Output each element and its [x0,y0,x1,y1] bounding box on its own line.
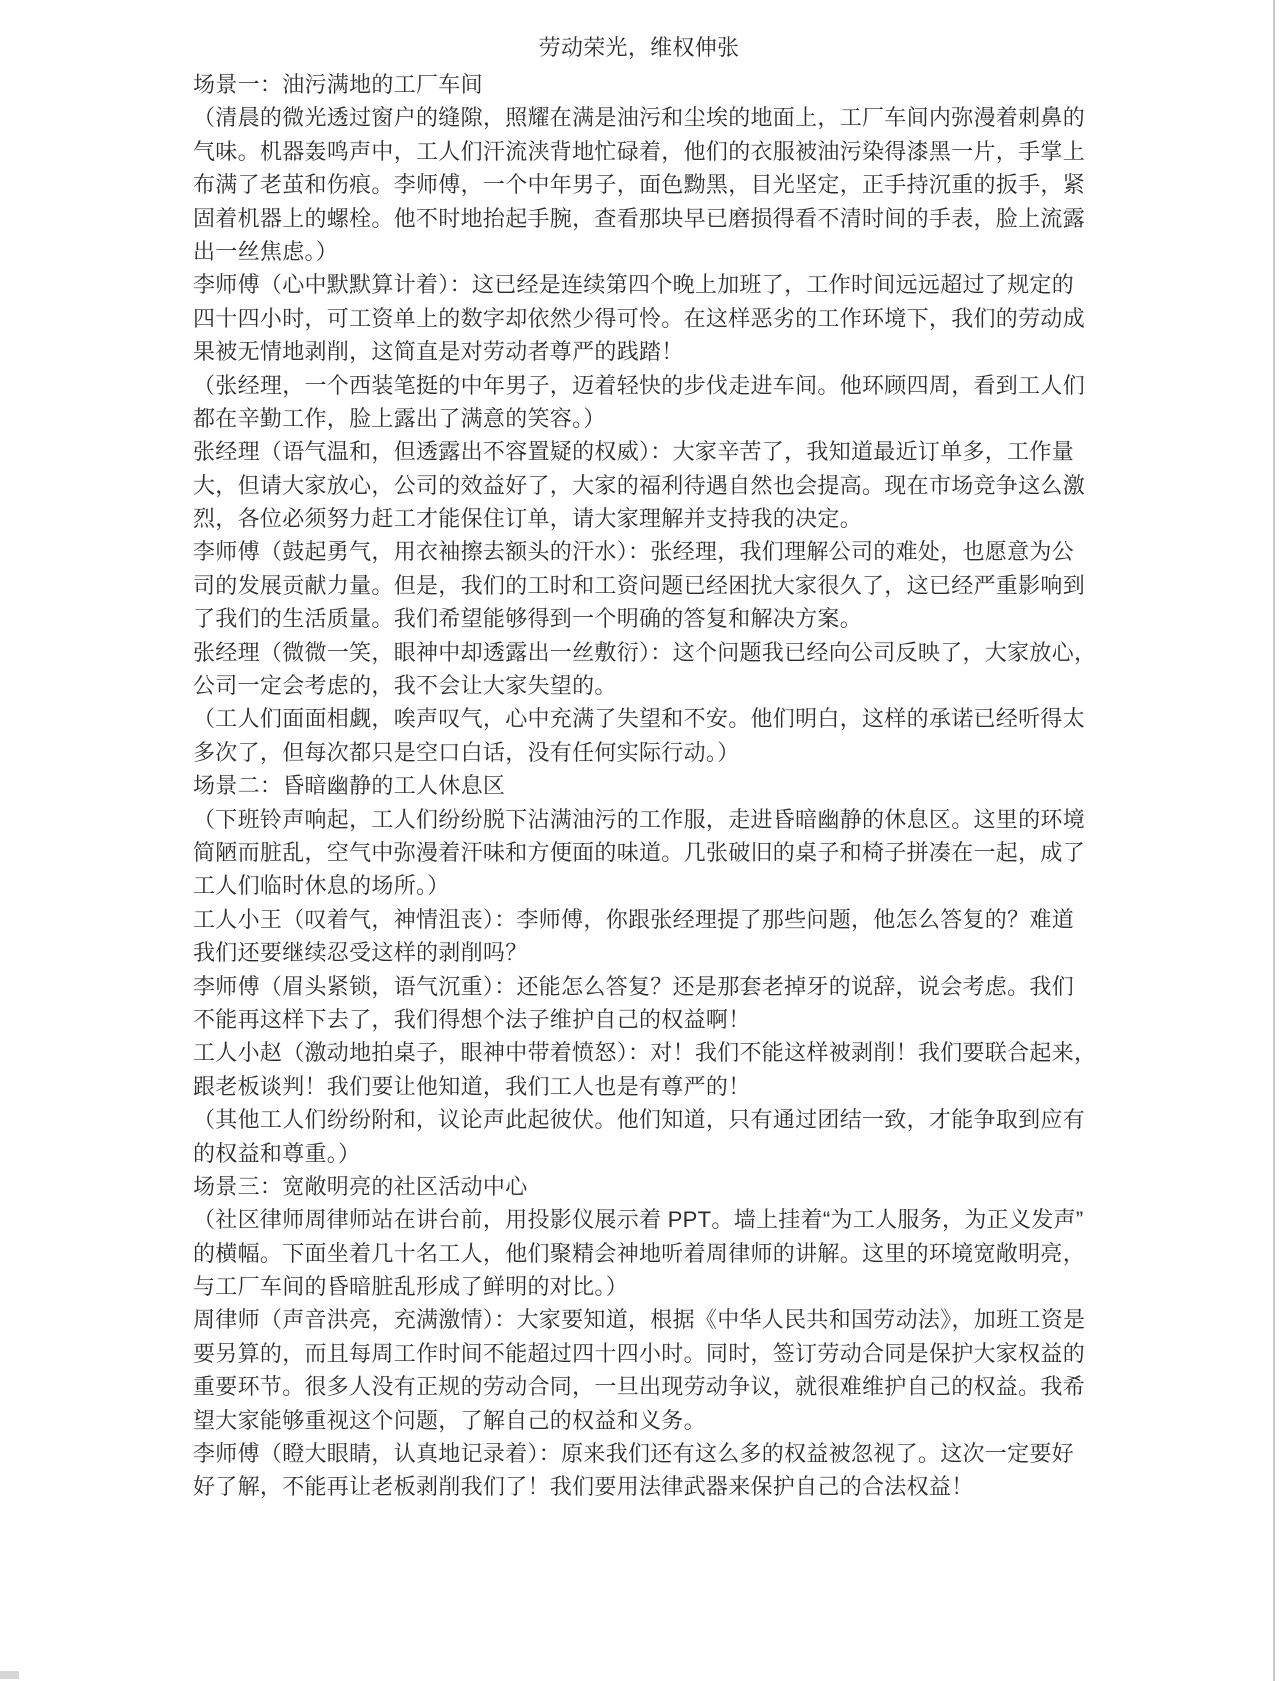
script-line: 工人们临时休息的场所。） [193,873,450,899]
script-line: 公司一定会考虑的，我不会让大家失望的。 [193,673,617,699]
script-line: 了我们的生活质量。我们希望能够得到一个明确的答复和解决方案。 [193,606,863,632]
script-line: 都在辛勤工作，脸上露出了满意的笑容。） [193,405,606,431]
script-line: 李师傅（鼓起勇气，用衣袖擦去额头的汗水）：张经理，我们理解公司的难处，也愿意为公 [193,539,1075,565]
script-line: 李师傅（眉头紧锁，语气沉重）：还能怎么答复？还是那套老掉牙的说辞，说会考虑。我们 [193,973,1075,999]
script-line: 周律师（声音洪亮，充满激情）：大家要知道，根据《中华人民共和国劳动法》，加班工资是 [193,1307,1086,1333]
script-line: 司的发展贡献力量。但是，我们的工时和工资问题已经困扰大家很久了，这已经严重影响到 [193,572,1086,598]
script-line: 的横幅。下面坐着几十名工人，他们聚精会神地听着周律师的讲解。这里的环境宽敞明亮， [193,1240,1086,1266]
script-line: 工人小赵（激动地拍桌子，眼神中带着愤怒）：对！我们不能这样被剥削！我们要联合起来， [193,1040,1097,1066]
script-line: 要另算的，而且每周工作时间不能超过四十四小时。同时，签订劳动合同是保护大家权益的 [193,1340,1086,1366]
script-body [193,68,1097,1504]
scan-artifact-mark [0,1671,19,1679]
script-line: 果被无情地剥削，这简直是对劳动者尊严的践踏！ [193,339,684,365]
script-line: 场景一：油污满地的工厂车间 [193,72,483,97]
script-line: 气味。机器轰鸣声中，工人们汗流浃背地忙碌着，他们的衣服被油污染得漆黑一片，手掌上 [193,138,1086,164]
script-line: 与工厂车间的昏暗脏乱形成了鲜明的对比。） [193,1274,629,1300]
script-line: 的权益和尊重。） [193,1140,361,1166]
script-line: 固着机器上的螺栓。他不时地抬起手腕，查看那块早已磨损得看不清时间的手表，脸上流露 [193,205,1086,231]
script-line: 李师傅（瞪大眼睛，认真地记录着）：原来我们还有这么多的权益被忽视了。这次一定要好 [193,1441,1075,1467]
script-line: 四十四小时，可工资单上的数字却依然少得可怜。在这样恶劣的工作环境下，我们的劳动成 [193,305,1086,331]
script-line: （张经理，一个西装笔挺的中年男子，迈着轻快的步伐走进车间。他环顾四周，看到工人们 [193,372,1086,398]
scan-edge-line [1273,0,1275,1681]
script-line: （下班铃声响起，工人们纷纷脱下沾满油污的工作服，走进昏暗幽静的休息区。这里的环境 [193,806,1086,832]
script-line: 我们还要继续忍受这样的剥削吗？ [193,940,528,966]
script-line: 张经理（微微一笑，眼神中却透露出一丝敷衍）：这个问题我已经向公司反映了，大家放心， [193,639,1097,665]
script-line: 不能再这样下去了，我们得想个法子维护自己的权益啊！ [193,1006,751,1032]
script-line: 张经理（语气温和，但透露出不容置疑的权威）：大家辛苦了，我知道最近订单多，工作量 [193,439,1075,465]
script-line: 跟老板谈判！我们要让他知道，我们工人也是有尊严的！ [193,1073,751,1099]
script-line: 多次了，但每次都只是空口白话，没有任何实际行动。） [193,739,740,765]
script-line: 出一丝焦虑。） [193,238,339,264]
script-line: 大，但请大家放心，公司的效益好了，大家的福利待遇自然也会提高。现在市场竞争这么激 [193,472,1086,498]
script-line: （社区律师周律师站在讲台前，用投影仪展示着 PPT。墙上挂着“为工人服务，为正义发声” [193,1207,1084,1233]
script-line: 简陋而脏乱，空气中弥漫着汗味和方便面的味道。几张破旧的桌子和椅子拼凑在一起，成了 [193,839,1086,865]
page-title: 劳动荣光，维权伸张 [538,35,740,60]
script-line: 工人小王（叹着气，神情沮丧）：李师傅，你跟张经理提了那些问题，他怎么答复的？难道 [193,906,1075,932]
script-line: （工人们面面相觑，唉声叹气，心中充满了失望和不安。他们明白，这样的承诺已经听得太 [193,706,1086,732]
script-line: 望大家能够重视这个问题，了解自己的权益和义务。 [193,1407,706,1433]
script-line: 场景三：宽敞明亮的社区活动中心 [193,1173,528,1199]
script-line: 李师傅（心中默默算计着）：这已经是连续第四个晚上加班了，工作时间远远超过了规定的 [193,272,1075,298]
script-line: 重要环节。很多人没有正规的劳动合同，一旦出现劳动争议，就很难维护自己的权益。我希 [193,1374,1086,1400]
script-line: 好了解，不能再让老板剥削我们了！我们要用法律武器来保护自己的合法权益！ [193,1474,974,1500]
script-line: （清晨的微光透过窗户的缝隙，照耀在满是油污和尘埃的地面上，工厂车间内弥漫着刺鼻的 [193,105,1086,131]
script-line: 场景二：昏暗幽静的工人休息区 [193,773,506,799]
script-line: 烈，各位必须努力赶工才能保住订单，请大家理解并支持我的决定。 [193,506,863,532]
script-line: 布满了老茧和伤痕。李师傅，一个中年男子，面色黝黑，目光坚定，正手持沉重的扳手，紧 [193,172,1086,198]
script-line: （其他工人们纷纷附和，议论声此起彼伏。他们知道，只有通过团结一致，才能争取到应有 [193,1107,1086,1133]
